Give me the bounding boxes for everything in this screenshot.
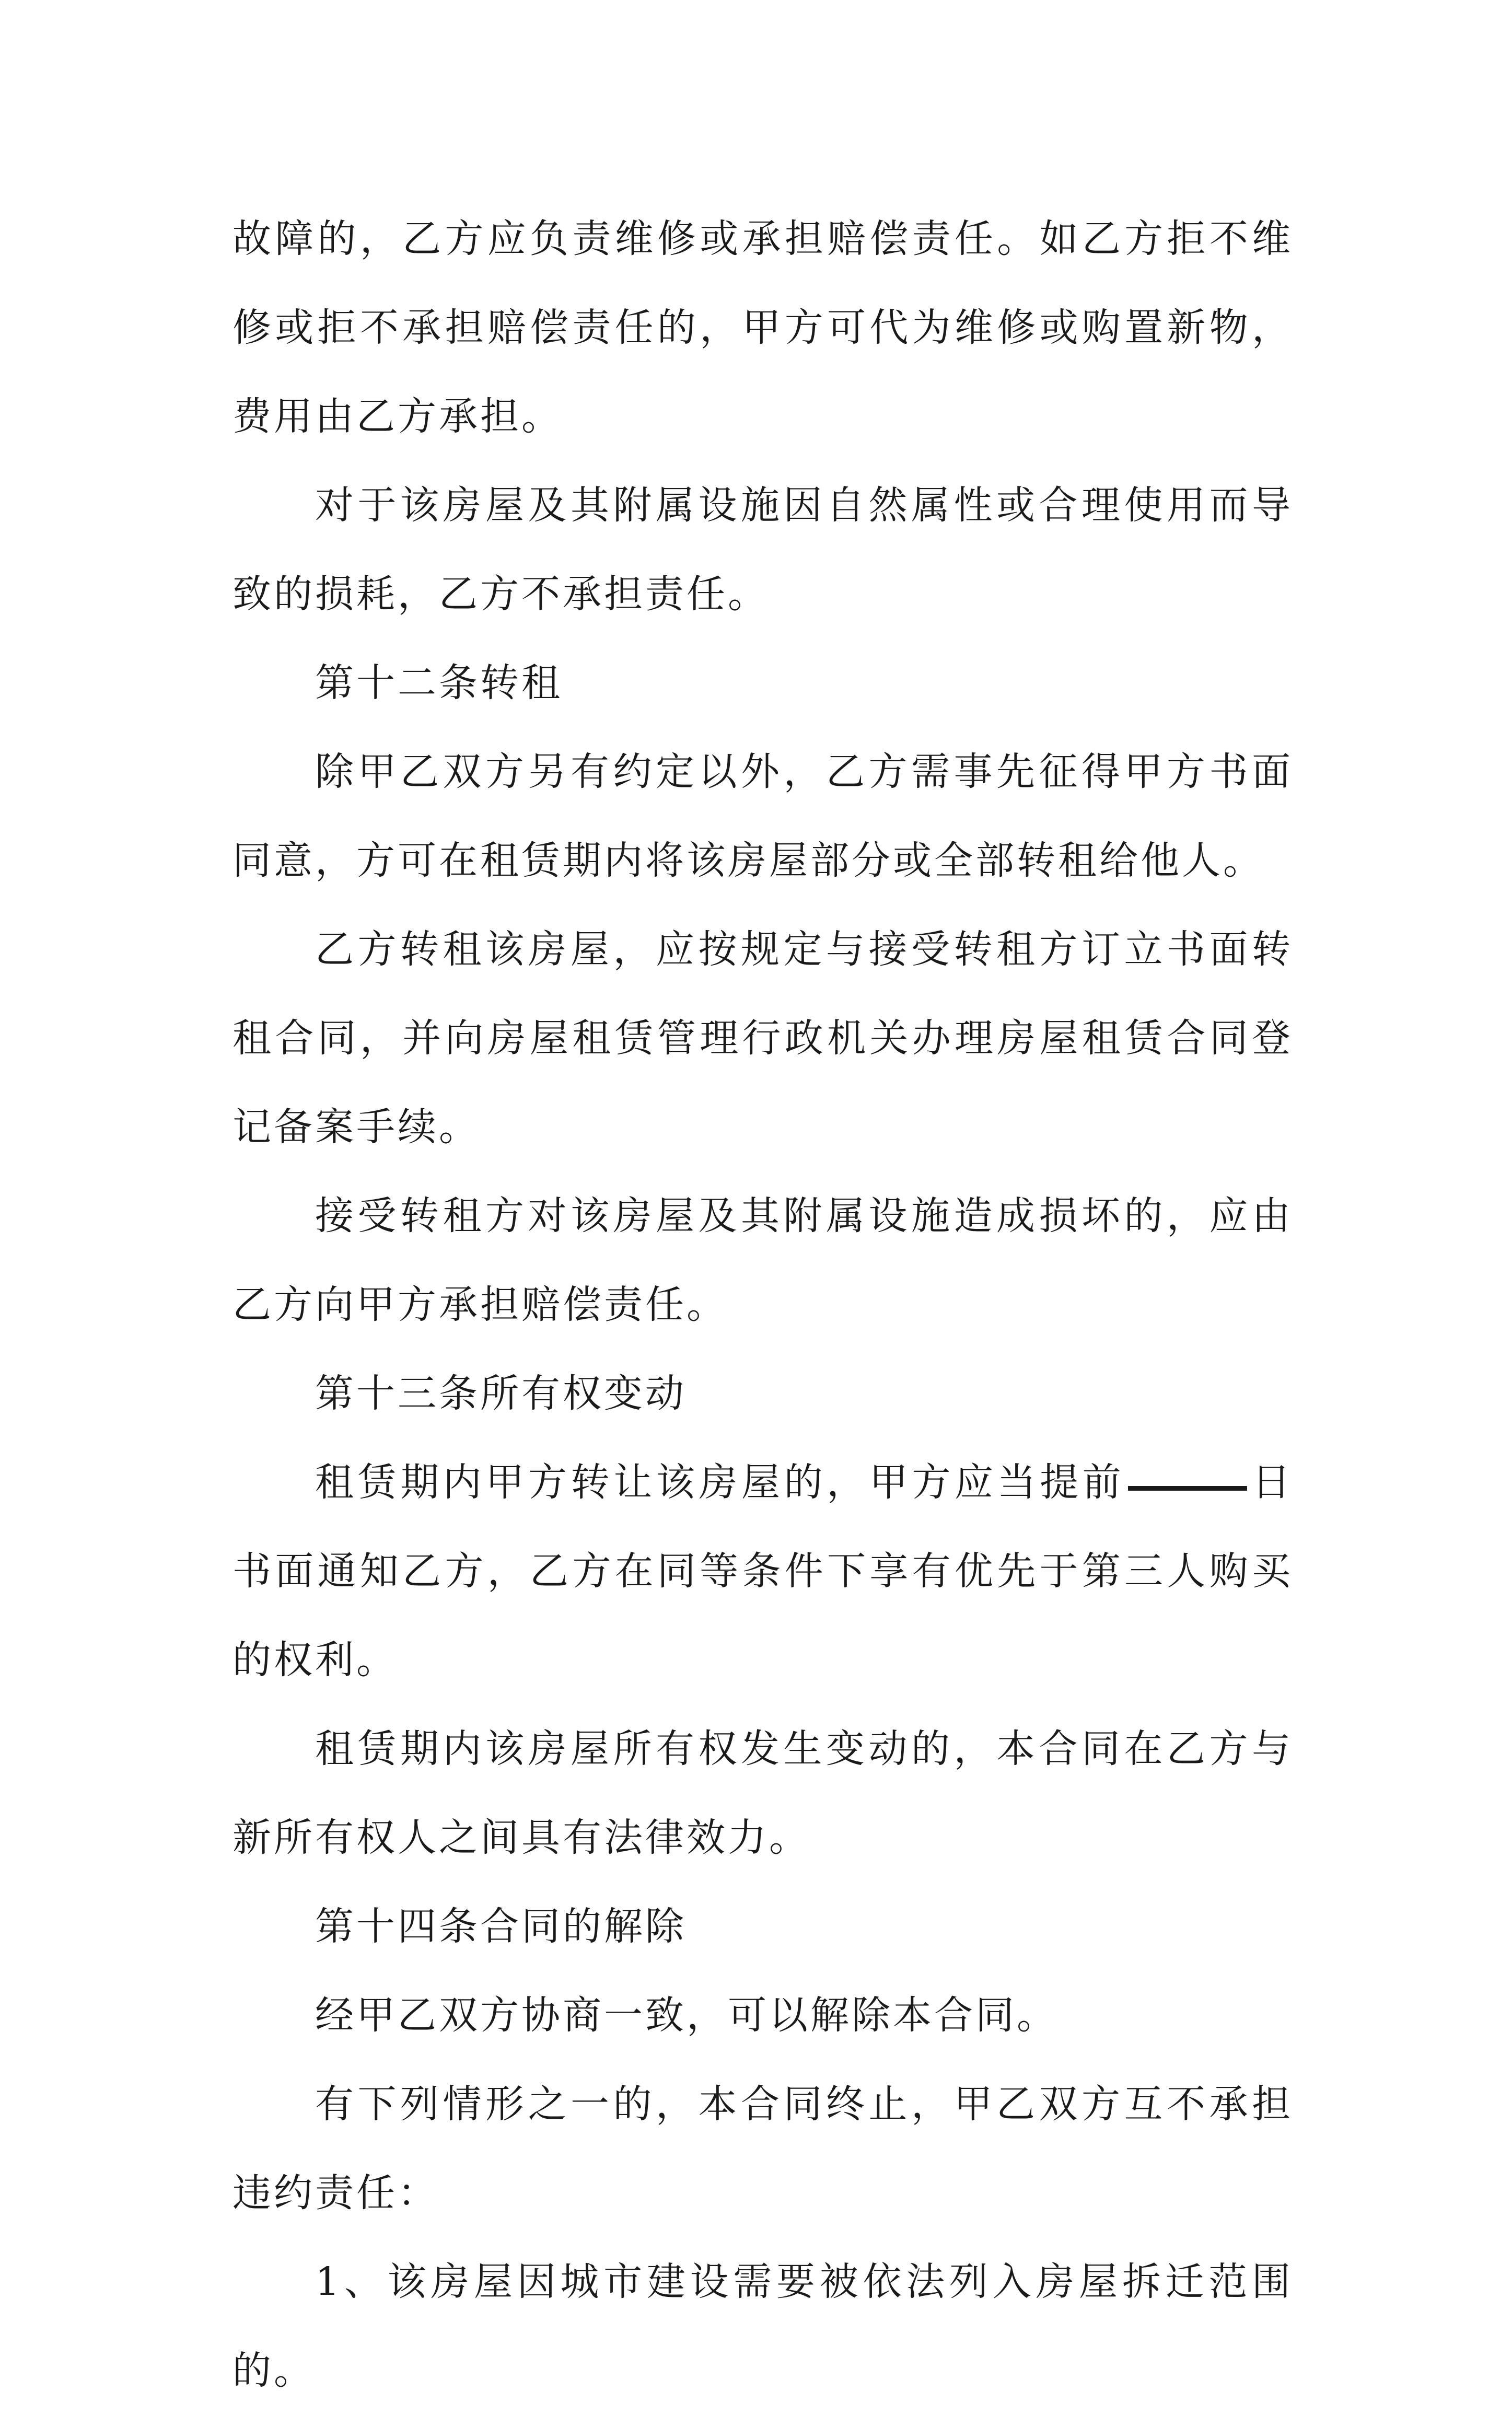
- paragraph-ownership-change: 租赁期内该房屋所有权发生变动的，本合同在乙方与新所有权人之间具有法律效力。: [232, 1726, 1293, 1860]
- paragraph-condition-1: 1、该房屋因城市建设需要被依法列入房屋拆迁范围的。: [232, 2259, 1293, 2393]
- notice-days-blank: [1128, 1486, 1247, 1491]
- article-12-heading: 第十二条转租: [315, 660, 563, 705]
- paragraph-natural-wear: 对于该房屋及其附属设施因自然属性或合理使用而导致的损耗，乙方不承担责任。: [232, 483, 1293, 617]
- document-body: [232, 194, 1293, 2415]
- paragraph-transfer-notice: [232, 1438, 1293, 1704]
- paragraph-mutual-termination: 经甲乙双方协商一致，可以解除本合同。: [315, 1993, 1058, 2038]
- article-13-heading: 第十三条所有权变动: [315, 1371, 687, 1416]
- paragraph-sublessee-damage: 接受转租方对该房屋及其附属设施造成损坏的，应由乙方向甲方承担赔偿责任。: [232, 1193, 1293, 1327]
- paragraph-repair-liability: 故障的，乙方应负责维修或承担赔偿责任。如乙方拒不维修或拒不承担赔偿责任的，甲方可代为维修或购置新物，费用由乙方承担。: [232, 216, 1293, 439]
- article-14-heading: 第十四条合同的解除: [315, 1904, 687, 1949]
- transfer-notice-text-before: 租赁期内甲方转让该房屋的，甲方应当提前: [315, 1460, 1125, 1505]
- paragraph-termination-conditions: 有下列情形之一的，本合同终止，甲乙双方互不承担违约责任：: [232, 2082, 1293, 2215]
- paragraph-sublease-consent: 除甲乙双方另有约定以外，乙方需事先征得甲方书面同意，方可在租赁期内将该房屋部分或全部转租给他人。: [232, 749, 1293, 883]
- transfer-notice-text-after: 日书面通知乙方，乙方在同等条件下享有优先于第三人购买的权利。: [232, 1460, 1294, 1682]
- paragraph-sublease-contract: 乙方转租该房屋，应按规定与接受转租方订立书面转租合同，并向房屋租赁管理行政机关办理房屋租赁合同登记备案手续。: [232, 927, 1293, 1150]
